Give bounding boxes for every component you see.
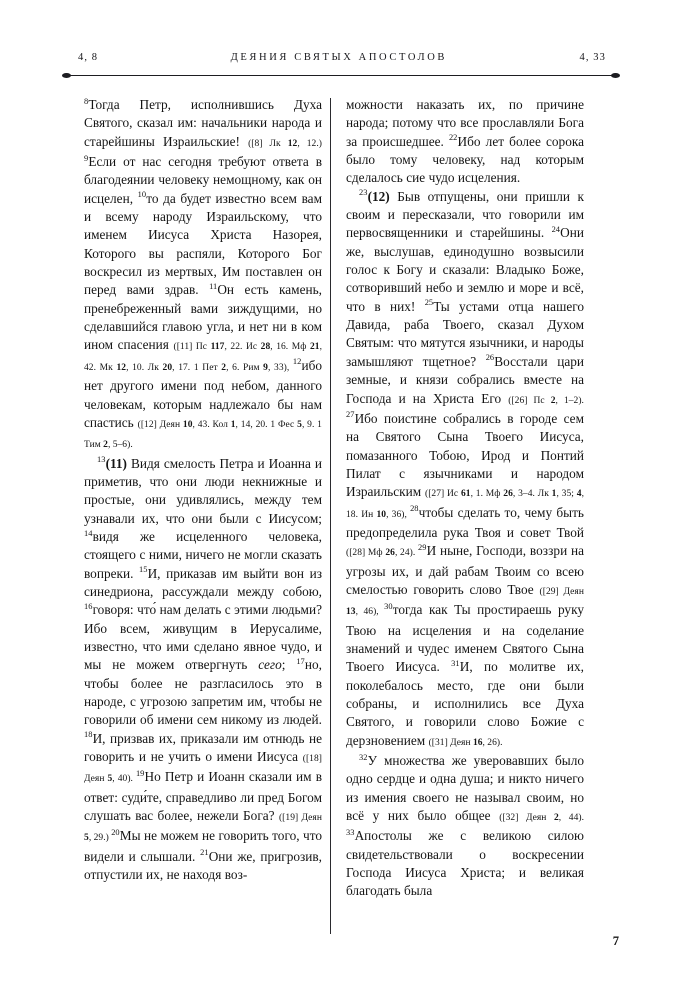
header-rule: [62, 72, 620, 79]
verse-number-32: 32: [359, 752, 368, 762]
verse-text-17: но, чтобы более не разгласилось это в народе, с угрозою запретим им, чтобы не говорили об имени сем никому из людей.: [84, 657, 322, 728]
verse-number-18: 18: [84, 730, 93, 740]
verse-number-24: 24: [551, 225, 560, 235]
verse-number-22: 22: [448, 133, 458, 143]
cross-reference-19: ([19] Деян 5, 29.): [84, 813, 322, 844]
running-head-title: ДЕЯНИЯ СВЯТЫХ АПОСТОЛОВ: [230, 52, 448, 63]
text-body: [62, 96, 620, 936]
paragraph-verses-13-21: [84, 455, 322, 885]
right-column: [346, 96, 584, 936]
verse-text-19: Но Петр и Иоанн сказали им в ответ: суди́те, справедливо ли пред Богом слушать вас более, нежели Бога?: [84, 769, 322, 824]
verse-number-28: 28: [410, 504, 419, 514]
verse-number-27: 27: [346, 410, 355, 420]
verse-text-8: Тогда Петр, исполнившись Духа Святого, сказал им: начальники народа и старейшины Израильские!: [84, 97, 322, 149]
verse-text-14: видя же исцеленного человека, стоящего с ними, ничего не могли сказать вопреки.: [84, 528, 322, 581]
verse-text-22: Ибо лет более сорока было тому человеку, над которым сделалось сие чудо исцеления.: [346, 133, 584, 186]
rule-cap-right-icon: [611, 73, 620, 78]
running-head-left-reference: 4, 8: [78, 52, 99, 63]
running-head-right-reference: 4, 33: [579, 52, 606, 63]
verse-number-17: 17: [296, 656, 305, 666]
verse-text-32: У множества же уверовавших было одно сердце и одна душа; и никто ничего из имения своего не называл своим, но всё у них было общее: [346, 753, 584, 824]
cross-reference-29: ([29] Деян 13, 46),: [346, 586, 584, 618]
verse-number-16: 16: [84, 601, 93, 611]
paragraph-verses-23-31: [346, 188, 584, 752]
verse-text-29: И ныне, Господи, воззри на угрозы их, и дай рабам Твоим со всею смелостью говорить слово Твое: [346, 543, 584, 597]
section-number-12: (12): [367, 188, 390, 204]
verse-16-tail: ;: [281, 657, 297, 673]
column-divider: [330, 98, 331, 934]
left-column: [84, 96, 322, 936]
verse-text-28: чтобы сделать то, чему быть предопределила рука Твоя и совет Твой: [346, 504, 584, 540]
verse-text-27: Ибо поистине собрались в городе сем на Святого Сына Твоего Иисуса, помазанного Тобою, Ирод и Понтий Пилат с язычниками и народом Израильским: [346, 410, 584, 500]
paragraph-verses-32-33: [346, 752, 584, 901]
section-number-11: (11): [105, 455, 127, 471]
verse-number-10: 10: [137, 190, 146, 200]
verse-text-11: Он есть камень, пренебреженный вами зиждущими, но сделавшийся главою угла, и нет ни в ком ином спасения: [84, 282, 322, 353]
verse-text-13: Видя смелость Петра и Иоанна и приметив, что они люди некнижные и простые, они удивлялись, между тем узнавали их, что они были с Иисусом;: [84, 455, 322, 526]
cross-reference-18: ([18] Деян 5, 40).: [84, 754, 322, 785]
verse-number-33: 33: [346, 828, 355, 838]
verse-text-18: И, призвав их, приказали им отнюдь не говорить и не учить о имени Иисуса: [84, 730, 322, 765]
verse-number-25: 25: [424, 298, 434, 308]
cross-reference-28: ([28] Мф 26, 24).: [346, 548, 418, 559]
verse-number-11: 11: [209, 282, 218, 292]
cross-reference-31: ([31] Деян 16, 26).: [428, 737, 503, 748]
verse-number-15: 15: [139, 565, 148, 575]
paragraph-verses-21-22: [346, 96, 584, 188]
verse-number-12: 12: [292, 357, 302, 367]
cross-reference-11: ([11] Пс 117, 22. Ис 28, 16. Мф 21, 42. Мк 12, 10. Лк 20, 17. 1 Пет 2, 6. Рим 9, 33),: [84, 342, 322, 373]
verse-text-30: тогда как Ты простираешь руку Твою на исцеления и на соделание знамений и чудес именем Святого Сына Твоего Иисуса.: [346, 602, 584, 675]
verse-number-29: 29: [418, 542, 427, 552]
cross-reference-32: ([32] Деян 2, 44).: [499, 813, 584, 824]
verse-number-14: 14: [84, 528, 93, 538]
running-head: [62, 52, 620, 78]
verse-text-24: Они же, выслушав, единодушно возвысили голос к Богу и сказали: Владыко Боже, сотворивший небо и землю и море и всё, что в них!: [346, 225, 584, 314]
verse-number-9: 9: [84, 153, 89, 163]
verse-text-10: то да будет известно всем вам и всему народу Израильскому, что именем Иисуса Христа Назорея, Которого вы распяли, Которого Бог воскресил из мертвых, Им поставлен он перед вами здрав.: [84, 190, 322, 298]
verse-text-25: Ты устами отца нашего Давида, раба Твоего, сказал Духом Святым: что мятутся язычники, и народы замышляют тщетное?: [346, 298, 584, 369]
cross-reference-12: ([12] Деян 10, 43. Кол 1, 14, 20. 1 Фес 5, 9. 1 Тим 2, 5–6).: [84, 419, 322, 451]
cross-reference-27: ([27] Ис 61, 1. Мф 26, 3–4. Лк 1, 35; 4, 18. Ин 10, 36),: [346, 489, 584, 520]
verse-number-19: 19: [135, 768, 145, 778]
verse-text-21: Они же, пригрозив, отпустили их, не находя воз-: [84, 848, 322, 883]
verse-text-15: И, приказав им выйти вон из синедриона, рассуждали между собою,: [84, 565, 322, 599]
verse-number-13: 13: [97, 455, 106, 465]
verse-number-30: 30: [384, 601, 393, 611]
cross-reference-26: ([26] Пс 2, 1–2).: [508, 395, 584, 406]
verse-text-16: говоря: что́ нам делать с этими людьми? Ибо всем, живущим в Иерусалиме, известно, что ими сделано явное чудо, и мы не можем отвергнуть: [84, 602, 322, 673]
verse-number-21: 21: [200, 848, 209, 858]
verse-text-33: Апостолы же с великою силою свидетельствовали о воскресении Господа Иисуса Христа; и великая благодать была: [346, 828, 584, 899]
verse-text-26: Восстали цари земные, и князи собрались вместе на Господа и на Христа Его: [346, 353, 584, 406]
verse-number-8: 8: [84, 96, 89, 106]
cross-reference-8: ([8] Лк 12, 12.): [248, 138, 322, 149]
verse-number-26: 26: [485, 353, 495, 363]
verse-text-31: И, по молитве их, поколебалось место, где они были собраны, и исполнились все Духа Святого, и говорили слово Божие с дерзновением: [346, 659, 584, 748]
paragraph-verses-8-12: [84, 96, 322, 455]
verse-number-31: 31: [451, 658, 460, 668]
verse-text-12: ибо нет другого имени под небом, данного человекам, которым надлежало бы нам спастись: [84, 357, 322, 430]
verse-text-20: Мы не можем не говорить того, что видели и слышали.: [84, 828, 322, 864]
verse-number-23: 23: [359, 188, 368, 198]
verse-16-emphasis: сего: [258, 657, 282, 673]
rule-line: [66, 75, 616, 76]
page-number: 7: [612, 934, 619, 948]
verse-text-23: Быв отпущены, они пришли к своим и пересказали, что говорили им первосвященники и старейшины.: [346, 188, 584, 241]
verse-number-20: 20: [111, 828, 120, 838]
running-head-row: [62, 52, 620, 70]
verse-text-21-continued: можности наказать их, по причине народа; потому что все прославляли Бога за происшедшее.: [346, 97, 584, 149]
verse-text-9: Если от нас сегодня требуют ответа в благодеянии человеку немощному, как он исцелен,: [84, 154, 322, 206]
